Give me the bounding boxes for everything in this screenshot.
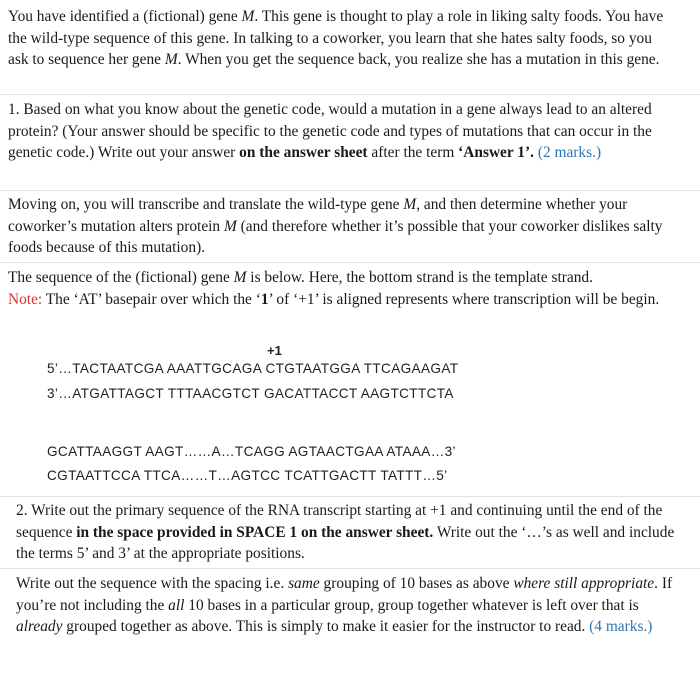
question-1-marks: (2 marks.) (537, 144, 602, 161)
divider (0, 94, 700, 95)
question-2: 2. Write out the primary sequence of the RNA transcript starting at +1 and continuing until the end of the sequence in the space provided in SPACE 1 on the answer sheet. Write out the ‘…’s as well and include the terms 5’ and 3’ at the appropriate positions. (16, 502, 675, 562)
divider (0, 496, 700, 497)
question-2-marks: (4 marks.) (589, 618, 653, 635)
transcription-start-marker: +1 (267, 343, 282, 358)
note-label: Note: (8, 290, 43, 308)
divider (0, 262, 700, 263)
sequence-top-strand-1: 5’…TACTAATCGA AAATTGCAGA CTGTAATGGA TTCAGAAGAT (47, 361, 459, 376)
instructions-paragraph: Write out the sequence with the spacing i.e. same grouping of 10 bases as above where still appropriate. If you’re not including the all 10 bases in a particular group, group together whatever is left over that is already grouped together as above. This is simply to make it easier for the instructor to read. (4 marks.) (16, 575, 673, 635)
moving-on-paragraph: Moving on, you will transcribe and translate the wild-type gene M, and then determine whether your coworker’s mutation alters protein M (and therefore whether it’s possible that your coworker dislikes salty foods because of this mutation). (8, 196, 663, 256)
divider (0, 568, 700, 569)
question-1: 1. Based on what you know about the genetic code, would a mutation in a gene always lead to an altered protein? (Your answer should be specific to the genetic code and types of mutations that can occur in the genetic code.) Write out your answer on the answer sheet after the term ‘Answer 1’. (2 marks.) (8, 101, 652, 161)
sequence-template-strand-1: 3’…ATGATTAGCT TTTAACGTCT GACATTACCT AAGTCTTCTA (47, 386, 454, 401)
divider (0, 190, 700, 191)
sequence-top-strand-2: GCATTAAGGT AAGT……A…TCAGG AGTAACTGAA ATAAA…3’ (47, 444, 456, 459)
sequence-intro-paragraph: The sequence of the (fictional) gene M is below. Here, the bottom strand is the template strand. Note: The ‘AT’ basepair over which the ‘1’ of ‘+1’ is aligned represents where transcription will be begin. (8, 269, 660, 308)
sequence-template-strand-2: CGTAATTCCA TTCA……T…AGTCC TCATTGACTT TATTT…5’ (47, 468, 448, 483)
intro-paragraph: You have identified a (fictional) gene M. This gene is thought to play a role in liking salty foods. You have the wild-type sequence of this gene. In talking to a coworker, you learn that she hates salty foods, so you ask to sequence her gene M. When you get the sequence back, you realize she has a mutation in this gene. (8, 8, 664, 68)
